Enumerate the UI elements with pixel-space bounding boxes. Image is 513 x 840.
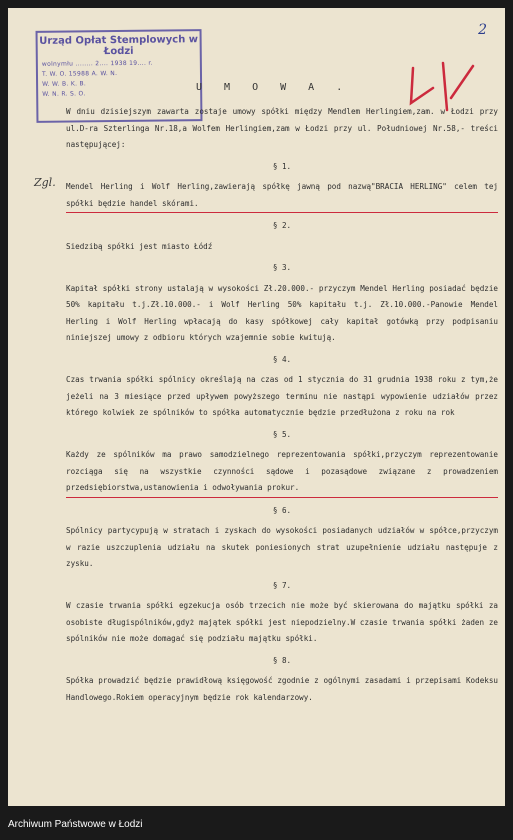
section-4-heading: § 4. [272,354,292,364]
stamp-row-3: W. W. B. K. B. [42,80,87,88]
stamp-title: Urząd Opłat Stemplowych w Łodzi [39,34,199,58]
margin-note: Zgl. [34,176,56,189]
section-1-heading: § 1. [272,161,292,171]
section-6-heading: § 6. [272,505,292,515]
archive-footer: Archiwum Państwowe w Łodzi [0,810,513,840]
section-8-heading: § 8. [272,655,292,665]
section-7-heading: § 7. [272,580,292,590]
section-5-heading: § 5. [272,429,292,439]
section-3-text: Kapitał spółki strony ustalają w wysokości Zł.20.000.- przyczym Mendel Herling posiadać będzie 50% kapitału t.j.Zł.10.000.- i Wolf Herling 50% kapitału t.j. Zł.10.000.-Panowie Mendel Herling i Wolf Herling wpłacają do kasy spółkowej cały kapitał gotówką przy podpisaniu niniejszej umowy z odbioru których wzajemnie sobie kwitują. [66,283,498,342]
intro-paragraph: W dniu dzisiejszym zawarta zostaje umowy spółki między Mendlem Herlingiem,zam. w Łodzi przy ul.D-ra Szterlinga Nr.18,a Wolfem Herlingiem,zam w Łodzi przy ul. Południowej Nr.58,- treści następującej: [66,107,498,149]
contract-body [66,104,498,711]
section-7-text: W czasie trwania spółki egzekucja osób trzecich nie może być skierowana do majątku spółki za osobiste długispólników,gdyż majątek spółki jest niepodzielny.W czasie trwania spółki żaden ze spólników nie może domagać się podziału majątku spółki. [66,601,498,643]
page-number: 2 [478,22,487,38]
section-2-text: Siedzibą spółki jest miasto Łódź [66,241,213,251]
section-3-heading: § 3. [272,263,292,272]
section-5-text: Każdy ze spólników ma prawo samodzielnego reprezentowania spółki,przyczym reprezentowanie rozciąga się na wszystkie czynności sądowe i pozasądowe związane z prowadzeniem przedsiębiorstwa,ustanowienia i odwoływania prokur. [66,447,498,498]
document-title: U M O W A . [196,82,351,93]
document-page [8,8,505,806]
stamp-row-1: wolnymłu ........ 2.... 1938 19.... r. [41,59,153,68]
section-8-text: Spółka prowadzić będzie prawidłową księgowość zgodnie z ogólnymi zasadami i przepisami Kodeksu Handlowego.Rokiem operacyjnym będzie rok kalendarzowy. [66,676,498,702]
section-1-text: Mendel Herling i Wolf Herling,zawierają spółkę jawną pod nazwą"BRACIA HERLING" celem tej spółki będzie handel skórami. [66,179,498,213]
section-4-text: Czas trwania spółki spólnicy określają na czas od 1 stycznia do 31 grudnia 1938 roku z tym,że jeżeli na 3 miesiące przed upływem powyższego terminu nie nastąpi wypowienie udziałów przez którego kolwiek ze spólników to spółka automatycznie będzie przedłużona z roku na rok [66,375,498,417]
stamp-row-4: W. N. R. S. O. [42,90,86,98]
section-6-text: Spólnicy partycypują w stratach i zyskach do wysokości posiadanych udziałów w spółce,przyczym w razie uszczuplenia udziału na skutek poniesionych strat uzupełnienie udziału następuje z zysku. [66,526,498,568]
stamp-row-2: T. W. O. 15988 A. W. N. [41,70,118,78]
section-2-heading: § 2. [272,221,292,230]
